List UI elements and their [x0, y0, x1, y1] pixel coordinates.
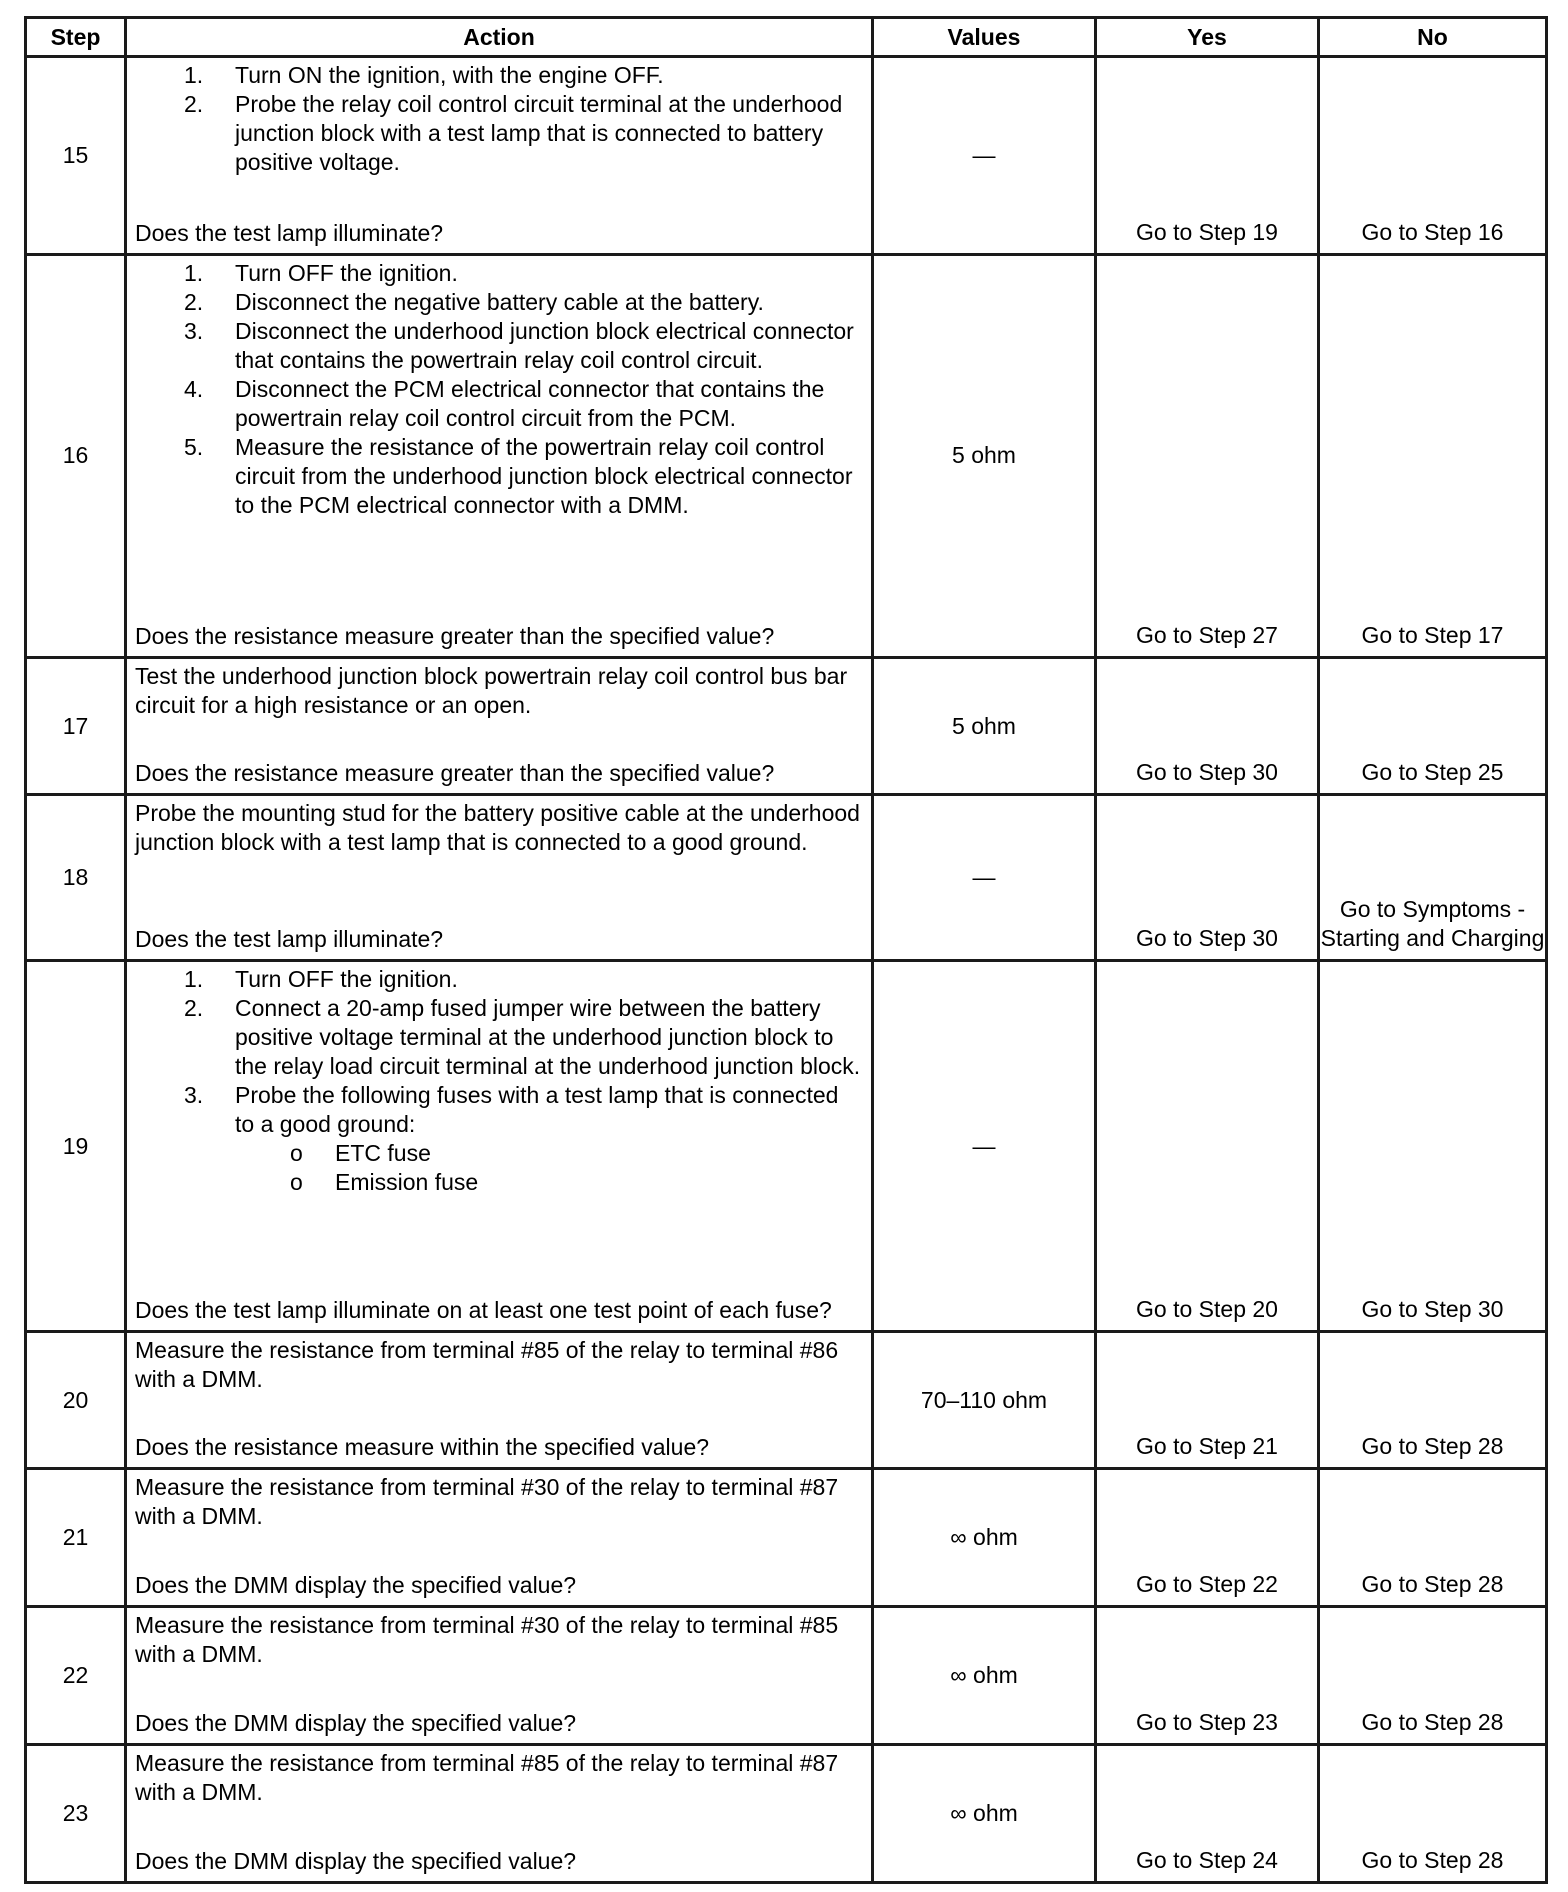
- action-text: Measure the resistance from terminal #85 of the relay to terminal #87 with a DMM.: [135, 1750, 839, 1806]
- action-step: 2. Probe the relay coil control circuit terminal at the underhood junction block with a test lamp that is connected to battery positive voltage.: [184, 91, 843, 175]
- value-cell: —: [873, 57, 1096, 255]
- no-cell: Go to Step 16: [1319, 57, 1547, 255]
- header-step: Step: [26, 18, 126, 57]
- value-cell: ∞ ohm: [873, 1607, 1096, 1745]
- action-step: 1. Turn OFF the ignition.: [184, 966, 458, 993]
- fuse-item: o ETC fuse: [290, 1140, 431, 1167]
- table-row: [26, 1607, 1547, 1745]
- question-text: Does the resistance measure within the specified value?: [135, 1434, 710, 1461]
- table-row: [26, 255, 1547, 657]
- no-cell: Go to Step 30: [1319, 961, 1547, 1331]
- table-row: [26, 57, 1547, 255]
- question-text: Does the resistance measure greater than the specified value?: [135, 622, 775, 649]
- action-text: Measure the resistance from terminal #30 of the relay to terminal #85 with a DMM.: [135, 1612, 839, 1668]
- action-cell: [126, 1331, 873, 1469]
- value-cell: —: [873, 795, 1096, 961]
- value-cell: 5 ohm: [873, 657, 1096, 795]
- table-row: [26, 657, 1547, 795]
- step-number: 23: [26, 1745, 126, 1883]
- no-cell: Go to Step 28: [1319, 1745, 1547, 1883]
- table-row: [26, 1469, 1547, 1607]
- action-text: Measure the resistance from terminal #30 of the relay to terminal #87 with a DMM.: [135, 1474, 839, 1530]
- action-text: Measure the resistance from terminal #85 of the relay to terminal #86 with a DMM.: [135, 1336, 839, 1392]
- yes-cell: Go to Step 23: [1096, 1607, 1319, 1745]
- action-step: 5. Measure the resistance of the powertrain relay coil control circuit from the underhood junction block electrical connector to the PCM electrical connector with a DMM.: [184, 434, 853, 519]
- step-number: 21: [26, 1469, 126, 1607]
- no-cell: Go to Step 28: [1319, 1331, 1547, 1469]
- action-step: 3. Disconnect the underhood junction block electrical connector that contains the powertrain relay coil control circuit.: [184, 318, 854, 374]
- no-cell: Go to Step 17: [1319, 255, 1547, 657]
- table-row: [26, 795, 1547, 961]
- yes-cell: Go to Step 30: [1096, 657, 1319, 795]
- question-text: Does the test lamp illuminate?: [135, 926, 444, 953]
- question-text: Does the DMM display the specified value?: [135, 1572, 577, 1599]
- table-row: [26, 961, 1547, 1331]
- header-action: Action: [126, 18, 873, 57]
- value-cell: ∞ ohm: [873, 1745, 1096, 1883]
- step-number: 18: [26, 795, 126, 961]
- action-step: 4. Disconnect the PCM electrical connector that contains the powertrain relay coil control circuit from the PCM.: [184, 376, 825, 432]
- action-cell: [126, 961, 873, 1331]
- header-values: Values: [873, 18, 1096, 57]
- action-cell: [126, 1745, 873, 1883]
- step-number: 22: [26, 1607, 126, 1745]
- header-row: [26, 18, 1547, 57]
- value-cell: ∞ ohm: [873, 1469, 1096, 1607]
- no-cell: Go to Step 25: [1319, 657, 1547, 795]
- action-cell: [126, 657, 873, 795]
- yes-cell: Go to Step 22: [1096, 1469, 1319, 1607]
- step-number: 20: [26, 1331, 126, 1469]
- table-row: [26, 1331, 1547, 1469]
- question-text: Does the DMM display the specified value?: [135, 1848, 577, 1874]
- yes-cell: Go to Step 24: [1096, 1745, 1319, 1883]
- diagnostic-table: [24, 16, 1548, 1884]
- action-cell: [126, 795, 873, 961]
- no-cell: Go to Step 28: [1319, 1469, 1547, 1607]
- value-cell: —: [873, 961, 1096, 1331]
- action-cell: [126, 1607, 873, 1745]
- question-text: Does the test lamp illuminate on at least one test point of each fuse?: [135, 1296, 832, 1323]
- action-step: 1. Turn ON the ignition, with the engine OFF.: [184, 62, 664, 88]
- action-step: 3. Probe the following fuses with a test lamp that is connected to a good ground:: [184, 1082, 839, 1138]
- question-text: Does the test lamp illuminate?: [135, 220, 444, 247]
- yes-cell: Go to Step 30: [1096, 795, 1319, 961]
- action-step: 1. Turn OFF the ignition.: [184, 260, 458, 287]
- step-number: 19: [26, 961, 126, 1331]
- action-steps: [135, 965, 861, 1139]
- question-text: Does the DMM display the specified value?: [135, 1710, 577, 1737]
- action-steps: [135, 61, 861, 177]
- step-number: 17: [26, 657, 126, 795]
- value-cell: 70–110 ohm: [873, 1331, 1096, 1469]
- yes-cell: Go to Step 19: [1096, 57, 1319, 255]
- yes-cell: Go to Step 21: [1096, 1331, 1319, 1469]
- action-cell: [126, 1469, 873, 1607]
- table-row: [26, 1745, 1547, 1883]
- action-step: 2. Connect a 20-amp fused jumper wire between the battery positive voltage terminal at the underhood junction block to the relay load circuit terminal at the underhood junction block.: [184, 995, 861, 1080]
- question-text: Does the resistance measure greater than the specified value?: [135, 760, 775, 787]
- no-cell: Go to Step 28: [1319, 1607, 1547, 1745]
- no-cell: Go to Symptoms - Starting and Charging: [1319, 795, 1547, 961]
- header-yes: Yes: [1096, 18, 1319, 57]
- action-text: Test the underhood junction block powertrain relay coil control bus bar circuit for a high resistance or an open.: [135, 662, 848, 718]
- header-no: No: [1319, 18, 1547, 57]
- fuse-list: [135, 1139, 861, 1197]
- action-text: Probe the mounting stud for the battery positive cable at the underhood junction block with a test lamp that is connected to a good ground.: [135, 800, 860, 856]
- fuse-item: o Emission fuse: [290, 1169, 479, 1196]
- action-cell: [126, 57, 873, 255]
- yes-cell: Go to Step 20: [1096, 961, 1319, 1331]
- action-step: 2. Disconnect the negative battery cable at the battery.: [184, 289, 764, 316]
- action-steps: [135, 259, 861, 520]
- value-cell: 5 ohm: [873, 255, 1096, 657]
- yes-cell: Go to Step 27: [1096, 255, 1319, 657]
- step-number: 15: [26, 57, 126, 255]
- action-cell: [126, 255, 873, 657]
- step-number: 16: [26, 255, 126, 657]
